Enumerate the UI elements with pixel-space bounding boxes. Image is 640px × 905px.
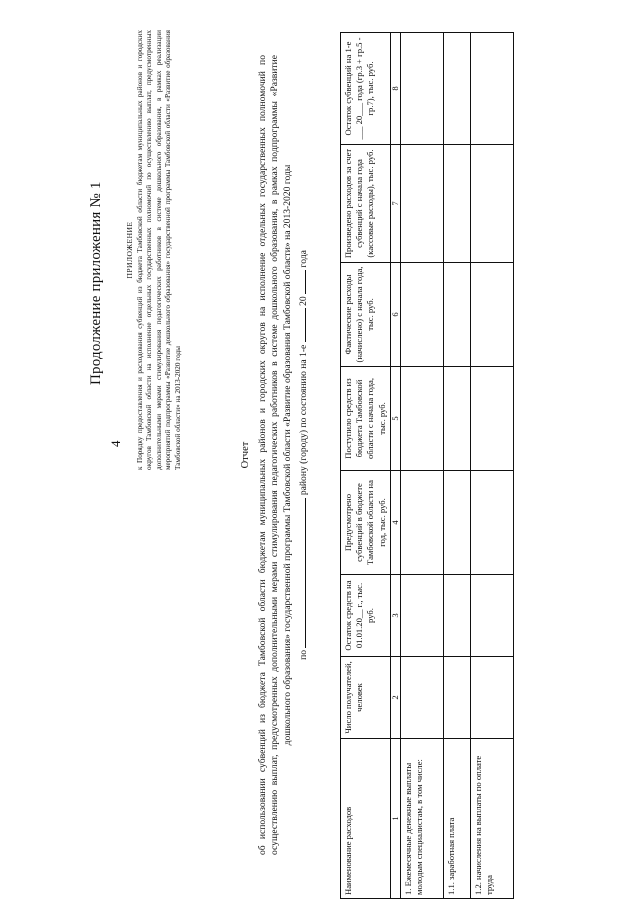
header-recipients: Число получателей, человек bbox=[341, 657, 391, 739]
table-cell bbox=[470, 471, 513, 575]
column-number: 4 bbox=[390, 471, 400, 575]
report-description: об использовании субвенций из бюджета Тамбовской области бюджетам муниципальных районов и городских округов на исполнение отдельных государственных полномочий по осуществлению выплат, предусмотренных дополнительными мерами стимулирования педагогических работников в системе дошкольного образования, в рамках подпрограммы «Развитие дошкольного образования» государственной программы Тамбовской области «Развитие образования Тамбовской области» на 2013-2020 годы bbox=[256, 55, 293, 855]
column-number: 1 bbox=[390, 739, 400, 899]
report-line-year: 20 bbox=[298, 296, 309, 306]
report-title: Отчет bbox=[240, 441, 251, 469]
header-opening-balance: Остаток средств на 01.01.20__ г., тыс. руб. bbox=[341, 575, 391, 657]
row-label: 1.1. заработная плата bbox=[443, 739, 470, 899]
table-cell bbox=[400, 33, 443, 145]
table-cell bbox=[400, 575, 443, 657]
column-number: 5 bbox=[390, 367, 400, 471]
table-cell bbox=[443, 575, 470, 657]
table-cell bbox=[443, 33, 470, 145]
header-cash-expenses: Произведено расходов за счет субвенций с начала года (кассовые расходы), тыс. руб. bbox=[341, 145, 391, 263]
column-number-row bbox=[390, 33, 400, 899]
header-received-funds: Поступило средств из бюджета Тамбовской области с начала года, тыс. руб. bbox=[341, 367, 391, 471]
table-cell bbox=[400, 263, 443, 367]
report-table bbox=[340, 32, 514, 899]
table-cell bbox=[470, 33, 513, 145]
table-cell bbox=[400, 367, 443, 471]
row-label: 1. Ежемесячные денежные выплаты молодым специалистам, в том числе: bbox=[400, 739, 443, 899]
table-cell bbox=[400, 145, 443, 263]
header-closing-balance: Остаток субвенций на 1-е ___ 20___ года (гр.3 + гр.5 - гр.7), тыс. руб. bbox=[341, 33, 391, 145]
district-blank bbox=[295, 498, 306, 648]
row-label: 1.2. начисления на выплаты по оплате труда bbox=[470, 739, 513, 899]
page-number: 4 bbox=[108, 440, 123, 447]
report-line-suffix: года bbox=[298, 250, 309, 268]
header-planned-subventions: Предусмотрено субвенций в бюджете Тамбовской области на год, тыс. руб. bbox=[341, 471, 391, 575]
table-cell bbox=[443, 145, 470, 263]
table-header-row bbox=[341, 33, 391, 899]
month-blank bbox=[295, 308, 306, 342]
continuation-title: Продолжение приложения № 1 bbox=[88, 181, 104, 385]
table-cell bbox=[400, 657, 443, 739]
table-row bbox=[470, 33, 513, 899]
column-number: 6 bbox=[390, 263, 400, 367]
table-cell bbox=[443, 471, 470, 575]
report-period-line bbox=[295, 55, 311, 855]
table-cell bbox=[443, 367, 470, 471]
report-line-prefix: по bbox=[298, 649, 309, 660]
header-actual-expenses: Фактические расходы (начислено) с начала года, тыс. руб. bbox=[341, 263, 391, 367]
table-row bbox=[400, 33, 443, 899]
table-cell bbox=[400, 471, 443, 575]
table-cell bbox=[443, 657, 470, 739]
column-number: 3 bbox=[390, 575, 400, 657]
header-expense-name: Наименование расходов bbox=[341, 739, 391, 899]
appendix-block bbox=[125, 30, 183, 470]
table-cell bbox=[470, 575, 513, 657]
report-header bbox=[240, 55, 311, 855]
table-cell bbox=[470, 367, 513, 471]
column-number: 8 bbox=[390, 33, 400, 145]
table-cell bbox=[470, 145, 513, 263]
column-number: 7 bbox=[390, 145, 400, 263]
table-row bbox=[443, 33, 470, 899]
appendix-heading: ПРИЛОЖЕНИЕ bbox=[125, 221, 134, 279]
table-cell bbox=[470, 657, 513, 739]
table-cell bbox=[470, 263, 513, 367]
table-cell bbox=[443, 263, 470, 367]
year-blank bbox=[295, 270, 306, 294]
report-line-middle: району (городу) по состоянию на 1-е bbox=[298, 344, 309, 496]
column-number: 2 bbox=[390, 657, 400, 739]
appendix-text: к Порядку предоставления и расходования субвенций из бюджета Тамбовской области бюджетам муниципальных районов и городских округов Тамбовской области на исполнение отдельных государственных полномочий по осуществлению выплат, предусмотренных дополнительными мерами стимулирования педагогических работников в системе дошкольного образования, в рамках реализации мероприятий подпрограммы «Развитие дошкольного образования» государственной программы Тамбовской области «Развитие образования Тамбовской области» на 2013-2020 годы bbox=[135, 30, 182, 470]
